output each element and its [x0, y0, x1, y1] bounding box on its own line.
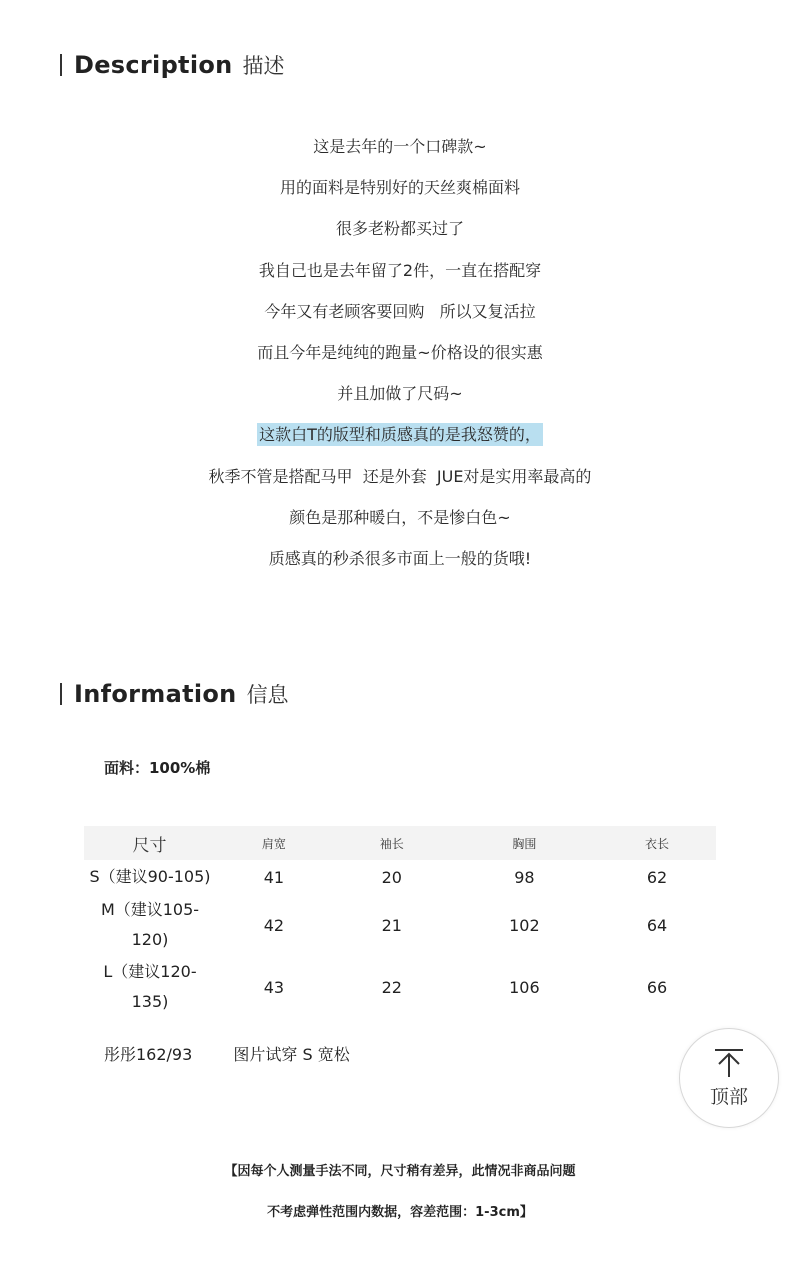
table-cell: 21 [381, 915, 402, 935]
table-cell: 98 [514, 867, 535, 887]
highlighted-text: 这款白T的版型和质感真的是我怒赞的， [259, 425, 541, 445]
information-header [60, 679, 289, 709]
back-to-top-label: 顶部 [709, 1085, 748, 1108]
size-table [84, 826, 716, 1018]
table-cell: 43 [263, 977, 285, 997]
table-cell: 20 [381, 867, 402, 887]
description-line: 质感真的秒杀很多市面上一般的货哦! [268, 548, 532, 568]
fabric-info: 面料：100%棉 [104, 759, 211, 777]
size-label: M（建议105-120) [100, 900, 200, 949]
header-chest: 胸围 [451, 826, 598, 860]
table-row [84, 894, 716, 956]
arrow-up-to-top-icon [713, 1048, 745, 1078]
section-divider-bar [60, 54, 62, 76]
description-line: 很多老粉都买过了 [335, 219, 464, 239]
size-disclaimer-line1: 【因每个人测量手法不同，尺寸稍有差异，此情况非商品问题 [224, 1164, 576, 1179]
description-line: 今年又有老顾客要回购 所以又复活拉 [264, 301, 536, 321]
table-cell: 64 [646, 915, 668, 935]
table-cell: 22 [381, 977, 402, 997]
size-disclaimer-line2: 不考虑弹性范围内数据，容差范围：1-3cm】 [267, 1205, 533, 1220]
description-line: 秋季不管是搭配马甲 还是外套 JUE对是实用率最高的 [208, 466, 592, 486]
description-text [0, 126, 800, 579]
section-divider-bar [60, 683, 62, 705]
description-header [60, 50, 285, 80]
back-to-top-button[interactable] [679, 1028, 779, 1128]
model-info [104, 1042, 350, 1065]
header-sleeve: 袖长 [333, 826, 451, 860]
table-cell: 41 [263, 867, 285, 887]
description-title-zh: 描述 [242, 54, 285, 78]
table-cell: 66 [646, 977, 668, 997]
description-line: 而且今年是纯纯的跑量~价格设的很实惠 [257, 342, 543, 362]
description-title-en: Description [74, 51, 233, 79]
description-line: 颜色是那种暖白，不是惨白色~ [289, 507, 511, 527]
size-label: S（建议90-105) [89, 867, 211, 886]
description-line: 我自己也是去年留了2件，一直在搭配穿 [258, 260, 542, 280]
table-cell: 42 [263, 915, 285, 935]
size-label: L（建议120-135) [103, 962, 197, 1011]
header-shoulder: 肩宽 [215, 826, 333, 860]
size-table-header [84, 826, 716, 860]
model-fit: 图片试穿 S 宽松 [233, 1045, 350, 1064]
description-line: 并且加做了尺码~ [337, 384, 463, 404]
header-size: 尺寸 [84, 826, 215, 860]
table-row [84, 860, 716, 894]
table-cell: 106 [509, 977, 540, 997]
information-title-zh: 信息 [246, 683, 289, 707]
header-length: 衣长 [598, 826, 716, 860]
description-line: 用的面料是特别好的天丝爽棉面料 [279, 178, 520, 198]
model-name: 彤彤162/93 [104, 1045, 193, 1064]
table-cell: 62 [646, 867, 668, 887]
table-row [84, 956, 716, 1018]
information-title-en: Information [74, 680, 237, 708]
description-line-highlighted [0, 414, 800, 455]
description-line: 这是去年的一个口碑款~ [313, 137, 487, 156]
table-cell: 102 [509, 915, 540, 935]
